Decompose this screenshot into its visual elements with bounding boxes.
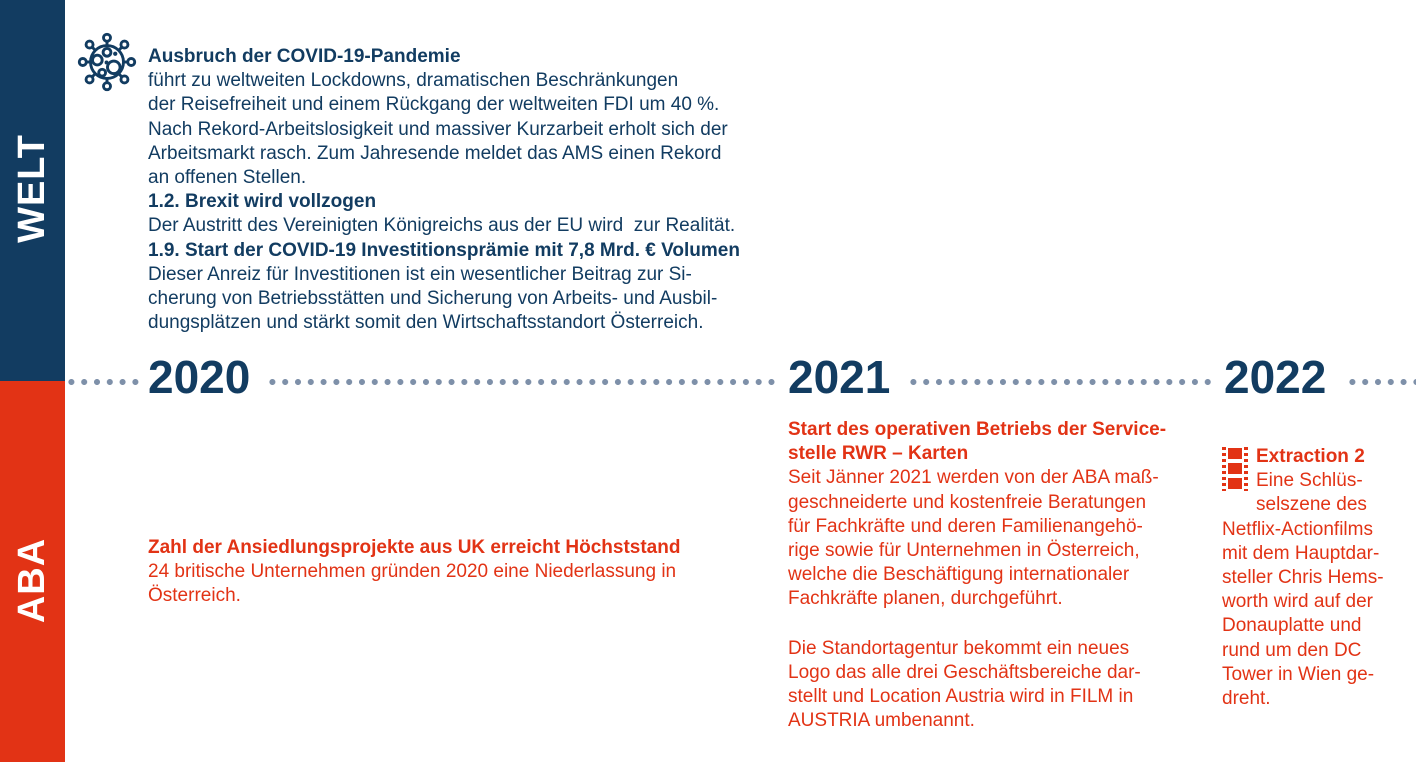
- aba-2020-text: [148, 536, 728, 609]
- text-line: Donauplatte und: [1222, 615, 1362, 637]
- text-line: cherung von Betriebsstätten und Sicherung von Arbeits- und Ausbil-: [148, 288, 718, 310]
- text-line: rige sowie für Unternehmen in Österreich,: [788, 540, 1140, 562]
- year-label-2021: 2021: [788, 351, 891, 403]
- text-line: selszene des: [1256, 494, 1367, 516]
- text-line: Netflix-Actionfilms: [1222, 518, 1373, 540]
- aba-2022-title: Extraction 2: [1256, 446, 1365, 467]
- text-line: Logo das alle drei Geschäftsbereiche dar-: [788, 661, 1141, 683]
- aba-2021-paragraph-1: [788, 418, 1178, 612]
- welt-event-title: 1.9. Start der COVID-19 Investitionsprämie mit 7,8 Mrd. € Volumen: [148, 239, 740, 261]
- text-line: stellt und Location Austria wird in FILM in: [788, 686, 1134, 708]
- text-line: welche die Beschäftigung internationaler: [788, 564, 1130, 586]
- coronavirus-icon: [76, 31, 138, 93]
- aba-2021-paragraph-2: [788, 637, 1178, 734]
- text-line: worth wird auf der: [1222, 591, 1374, 613]
- aba-2022-text: [1222, 445, 1402, 711]
- aba-sidebar-label: ABA: [11, 537, 54, 623]
- aba-2022-head: [1222, 445, 1402, 518]
- timeline-dots: [1346, 378, 1416, 386]
- timeline-dots: [266, 378, 778, 386]
- aba-2021-title: stelle RWR – Karten: [788, 443, 969, 465]
- timeline-dots: [907, 378, 1213, 386]
- text-line: Der Austritt des Vereinigten Königreichs aus der EU wird zur Realität.: [148, 215, 736, 237]
- aba-2021-title: Start des operativen Betriebs der Service-: [788, 419, 1167, 440]
- text-line: an offenen Stellen.: [148, 167, 307, 189]
- year-label-2022: 2022: [1224, 351, 1327, 403]
- text-line: Die Standortagentur bekommt ein neues: [788, 637, 1130, 659]
- text-line: Österreich.: [148, 585, 241, 607]
- welt-events-text: [148, 45, 768, 335]
- text-line: geschneiderte und kostenfreie Beratungen: [788, 491, 1147, 513]
- welt-event-title: Ausbruch der COVID-19-Pandemie: [148, 46, 461, 67]
- text-line: rund um den DC: [1222, 639, 1362, 661]
- text-line: AUSTRIA umbenannt.: [788, 710, 975, 732]
- text-line: für Fachkräfte und deren Familienangehö-: [788, 515, 1143, 537]
- year-label-2020: 2020: [148, 351, 251, 403]
- text-line: Eine Schlüs-: [1256, 470, 1363, 492]
- text-line: Arbeitsmarkt rasch. Zum Jahresende meldet das AMS einen Rekord: [148, 142, 722, 164]
- text-line: Tower in Wien ge-: [1222, 663, 1375, 685]
- text-line: Dieser Anreiz für Investitionen ist ein wesentlicher Beitrag zur Si-: [148, 263, 692, 285]
- welt-sidebar-label: WELT: [11, 133, 54, 243]
- text-line: führt zu weltweiten Lockdowns, dramatischen Beschränkungen: [148, 70, 679, 92]
- text-line: steller Chris Hems-: [1222, 567, 1384, 589]
- text-line: der Reisefreiheit und einem Rückgang der weltweiten FDI um 40 %.: [148, 94, 720, 116]
- timeline-dots: [65, 378, 143, 386]
- aba-sidebar-label-wrap: [0, 450, 65, 710]
- aba-2022-body: [1222, 518, 1402, 712]
- text-line: Fachkräfte planen, durchgeführt.: [788, 588, 1063, 610]
- text-line: mit dem Hauptdar-: [1222, 542, 1380, 564]
- welt-event-title: 1.2. Brexit wird vollzogen: [148, 191, 377, 213]
- text-line: dungsplätzen und stärkt somit den Wirtschaftsstandort Österreich.: [148, 312, 704, 334]
- aba-2020-title: Zahl der Ansiedlungsprojekte aus UK erreicht Höchststand: [148, 537, 681, 558]
- text-line: 24 britische Unternehmen gründen 2020 eine Niederlassung in: [148, 561, 677, 583]
- text-line: Seit Jänner 2021 werden von der ABA maß-: [788, 467, 1159, 489]
- welt-sidebar-label-wrap: [0, 58, 65, 318]
- text-line: Nach Rekord-Arbeitslosigkeit und massiver Kurzarbeit erholt sich der: [148, 118, 728, 140]
- aba-2021-text: [788, 418, 1178, 733]
- text-line: dreht.: [1222, 688, 1271, 710]
